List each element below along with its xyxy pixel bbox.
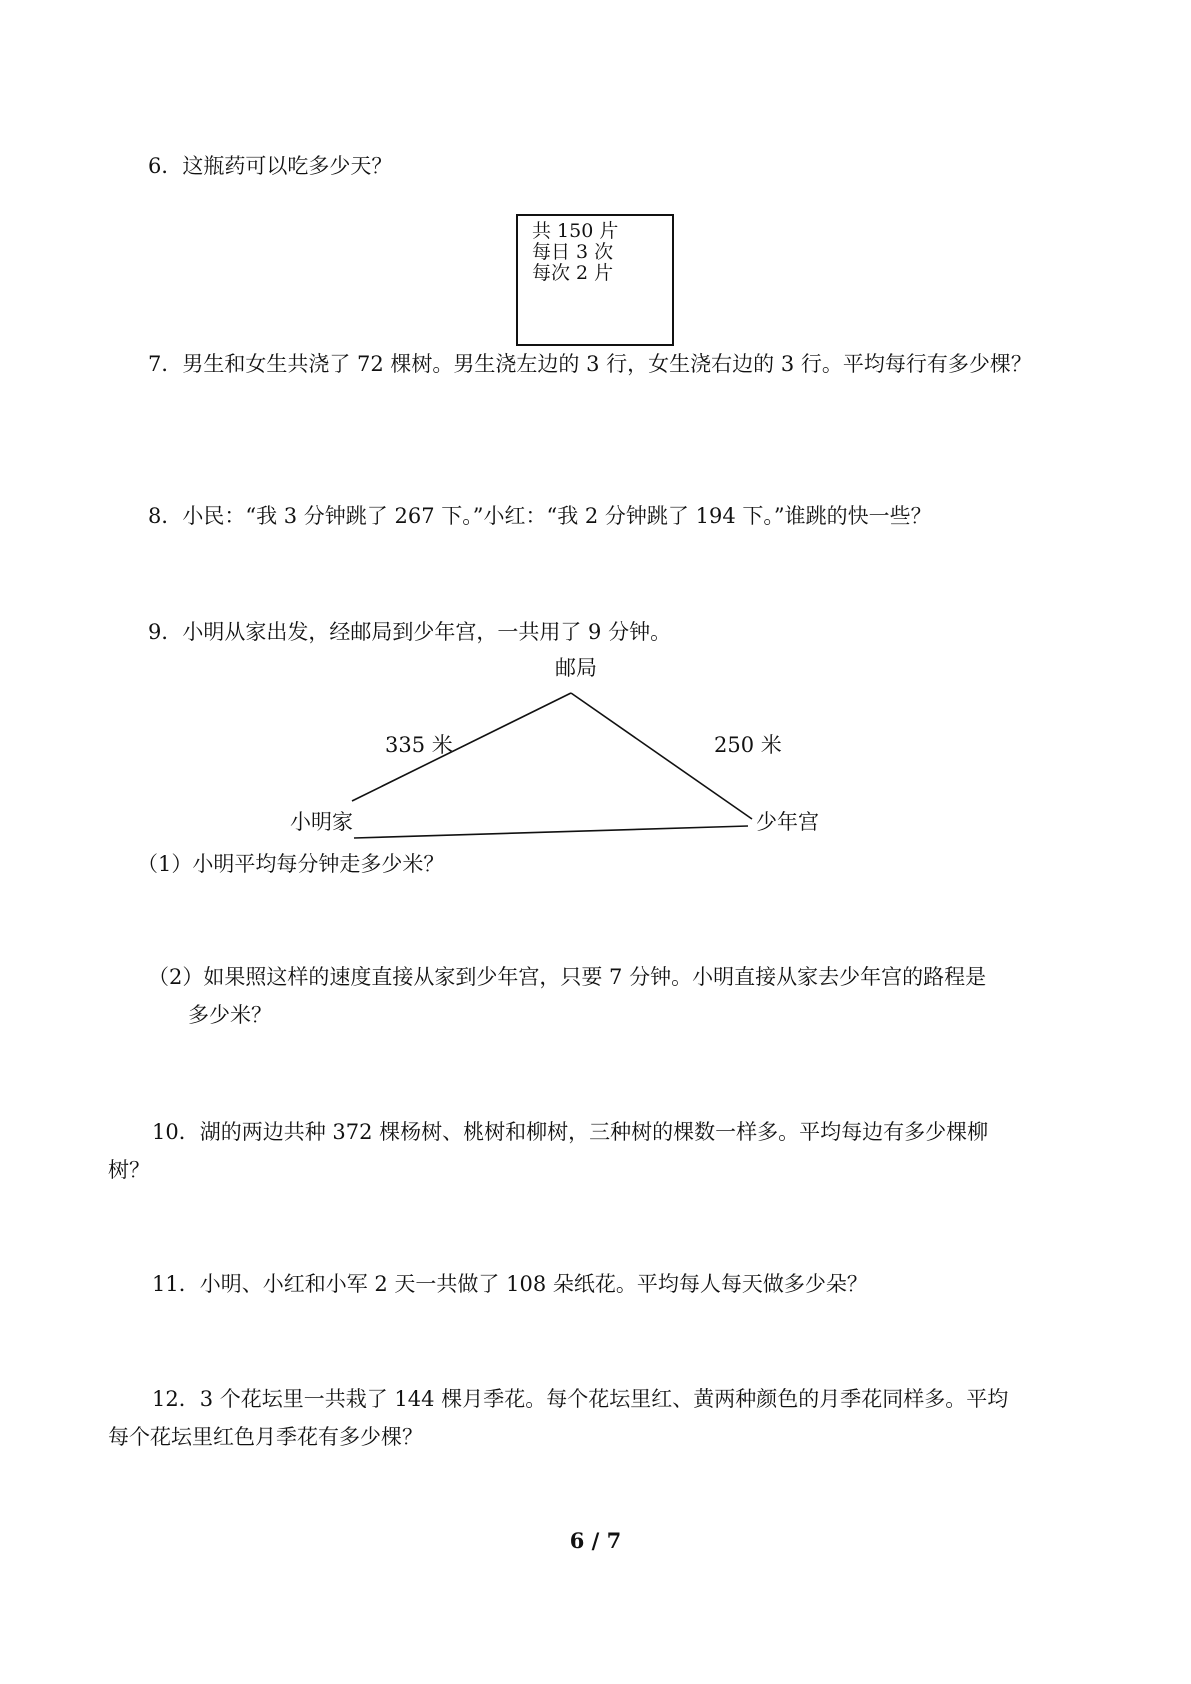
medicine-daily: 每日 3 次 [532, 241, 614, 263]
page-number: 6 / 7 [569, 1528, 622, 1553]
question-12-line-1: 12．3 个花坛里一共栽了 144 棵月季花。每个花坛里红、黄两种颜色的月季花同样多。平均 [152, 1387, 1009, 1411]
question-6: 6．这瓶药可以吃多少天？ [148, 154, 393, 178]
label-youth-palace: 少年宫 [756, 810, 819, 834]
label-home: 小明家 [290, 810, 353, 834]
question-9-part-1: （1）小明平均每分钟走多少米？ [137, 852, 445, 876]
question-10-line-1: 10．湖的两边共种 372 棵杨树、桃树和柳树，三种树的棵数一样多。平均每边有多少棵柳 [152, 1120, 989, 1144]
label-post-to-palace-distance: 250 米 [714, 733, 782, 757]
question-9-part-2-line-1: （2）如果照这样的速度直接从家到少年宫，只要 7 分钟。小明直接从家去少年宫的路程是 [148, 965, 987, 989]
label-home-to-post-distance: 335 米 [385, 733, 453, 757]
question-9-part-2-line-2: 多少米？ [188, 1003, 272, 1027]
question-8: 8．小民：“我 3 分钟跳了 267 下。”小红：“我 2 分钟跳了 194 下。”谁跳的快一些？ [148, 504, 932, 528]
question-11: 11．小明、小红和小军 2 天一共做了 108 朵纸花。平均每人每天做多少朵？ [152, 1272, 868, 1296]
question-12-line-2: 每个花坛里红色月季花有多少棵？ [108, 1425, 423, 1449]
question-7: 7．男生和女生共浇了 72 棵树。男生浇左边的 3 行，女生浇右边的 3 行。平均每行有多少棵？ [148, 352, 1032, 376]
question-9: 9．小明从家出发，经邮局到少年宫，一共用了 9 分钟。 [148, 620, 672, 644]
question-10-line-2: 树？ [108, 1158, 150, 1182]
label-post-office: 邮局 [555, 656, 597, 680]
route-home-to-palace [354, 826, 748, 838]
medicine-dose: 每次 2 片 [532, 262, 614, 284]
medicine-total: 共 150 片 [532, 220, 619, 242]
